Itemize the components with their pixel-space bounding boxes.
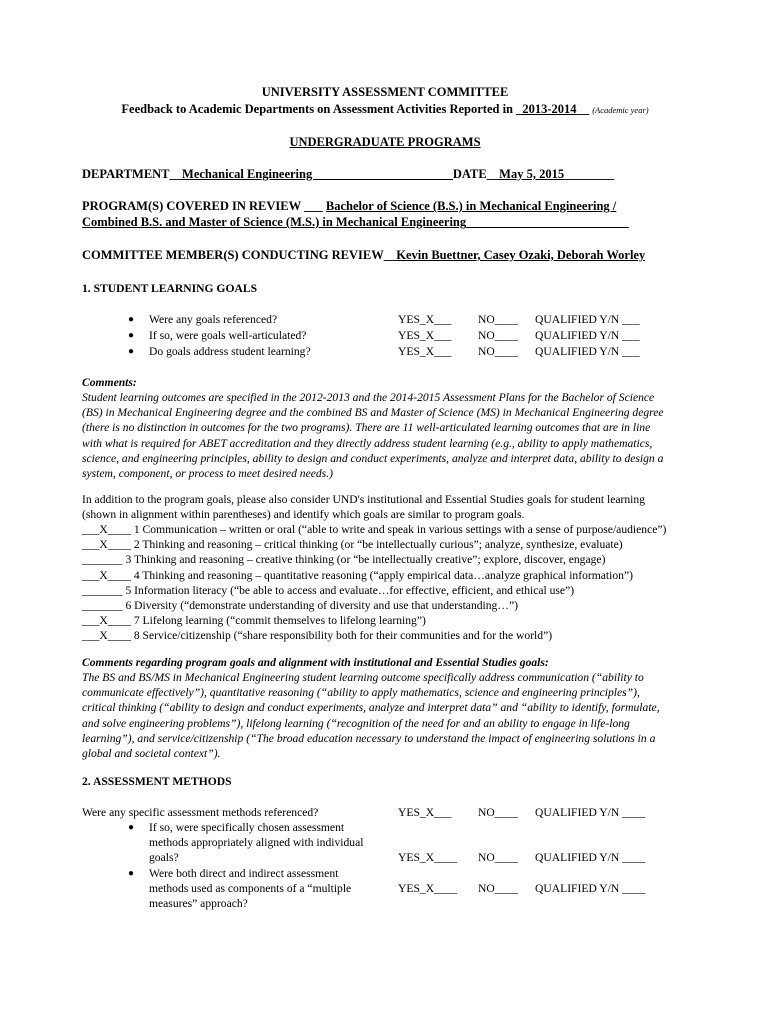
programs-value-2: Combined B.S. and Master of Science (M.S.) in Mechanical Engineering__________________________ <box>82 215 629 229</box>
answer-qualified: QUALIFIED Y/N ____ <box>535 882 646 895</box>
goal-item: ___X____ 4 Thinking and reasoning – quantitative reasoning (“apply empirical data…analyze graphical information”) <box>82 568 633 582</box>
committee-line <box>82 248 645 263</box>
goals-comments-line: The BS and BS/MS in Mechanical Engineering student learning outcome specifically address communication (“ability to <box>82 671 644 684</box>
method-question-line: methods used as components of a “multiple <box>149 882 352 896</box>
goal-item: _______ 3 Thinking and reasoning – creative thinking (or “be intellectually creative”; explore, discover, engage) <box>82 553 606 567</box>
goals-comments-line: learning”), and service/citizenship (“The broad education necessary to understand the impact of engineering solutions in a <box>82 731 656 745</box>
committee-members: Kevin Buettner, Casey Ozaki, Deborah Worley <box>396 248 646 262</box>
department-line <box>82 167 614 182</box>
method-question-line: measures” approach? <box>149 897 248 911</box>
academic-year-note: (Academic year) <box>592 105 649 115</box>
answer-yes: YES_X____ <box>398 851 458 864</box>
section1-heading: 1. STUDENT LEARNING GOALS <box>82 282 258 295</box>
answer-yes: YES_X___ <box>398 806 452 819</box>
answer-yes: YES_X____ <box>398 882 458 895</box>
goal-item: _______ 5 Information literacy (“be able to access and evaluate…for effective, efficient, and ethical use”) <box>82 583 575 597</box>
comments-line: (BS) in Mechanical Engineering degree and the combined BS and Master of Science (MS) in Mechanical Engineering degree <box>82 406 664 420</box>
goals-comments-line: communicate effectively”), quantitative reasoning (“ability to apply mathematics, science and engineering principles”), <box>82 686 640 700</box>
goal-item: _______ 6 Diversity (“demonstrate understanding of diversity and use that understanding…”) <box>82 599 518 613</box>
department-label: DEPARTMENT__ <box>82 167 183 181</box>
method-question-line: methods appropriately aligned with individual <box>149 836 364 850</box>
committee-label: COMMITTEE MEMBER(S) CONDUCTING REVIEW__ <box>82 248 397 262</box>
committee-title: UNIVERSITY ASSESSMENT COMMITTEE <box>261 85 509 99</box>
answer-yes: YES_X___ <box>398 329 452 342</box>
programs-line-1 <box>82 199 616 214</box>
method-question: Were any specific assessment methods referenced? <box>82 806 319 819</box>
answer-no: NO____ <box>478 329 518 342</box>
section2-heading: 2. ASSESSMENT METHODS <box>82 775 232 788</box>
method-question-line: goals? <box>149 851 179 865</box>
comments-line: (there is no distinction in outcomes for the two programs). There are 11 well-articulated learning outcomes that are in line <box>82 421 651 435</box>
section-title: UNDERGRADUATE PROGRAMS <box>289 135 481 149</box>
subtitle-suffix: __ <box>576 102 590 116</box>
programs-value-1: Bachelor of Science (B.S.) in Mechanical Engineering / <box>325 199 617 213</box>
answer-yes: YES_X___ <box>398 313 452 326</box>
bullet-icon: ● <box>128 314 135 325</box>
answer-qualified: QUALIFIED Y/N ___ <box>535 345 640 358</box>
comments-line: science, and engineering principles, ability to design and conduct experiments, analyze and interpret data, ability to design a <box>82 451 664 465</box>
answer-no: NO____ <box>478 882 518 895</box>
goal-question: Do goals address student learning? <box>149 345 311 358</box>
und-intro-line: In addition to the program goals, please also consider UND's institutional and Essential Studies goals for student learning <box>82 493 645 506</box>
answer-qualified: QUALIFIED Y/N ___ <box>535 329 640 342</box>
academic-year: 2013-2014 <box>522 102 577 116</box>
date-value: May 5, 2015 <box>499 167 565 181</box>
goals-comments-line: and solve engineering problems”), lifelong learning (“recognition of the need for and an ability to engage in life-long <box>82 716 630 730</box>
goal-item: ___X____ 8 Service/citizenship (“share responsibility both for their communities and for the world”) <box>82 629 553 643</box>
goals-checklist <box>82 522 722 644</box>
goal-item: ___X____ 1 Communication – written or oral (“able to write and speak in various settings with a sense of purpose/audience”) <box>82 523 667 536</box>
goals-comments-text <box>82 670 722 761</box>
answer-no: NO____ <box>478 345 518 358</box>
programs-label: PROGRAM(S) COVERED IN REVIEW ___ <box>82 199 326 213</box>
answer-no: NO____ <box>478 806 518 819</box>
date-label: DATE__ <box>452 167 500 181</box>
goal-item: ___X____ 7 Lifelong learning (“commit themselves to lifelong learning”) <box>82 614 426 628</box>
answer-yes: YES_X___ <box>398 345 452 358</box>
answer-qualified: QUALIFIED Y/N ____ <box>535 851 646 864</box>
bullet-icon: ● <box>128 822 135 833</box>
method-question-line: Were both direct and indirect assessment <box>149 867 339 880</box>
und-intro-line: (shown in alignment within parentheses) and identify which goals are similar to program goals. <box>82 508 525 522</box>
answer-no: NO____ <box>478 851 518 864</box>
goals-comments-line: critical thinking (“ability to design and conduct experiments, analyze and interpret data” and “ability to identify, formulate, <box>82 701 660 715</box>
date-trail: ________ <box>564 167 615 181</box>
comments-line: Student learning outcomes are specified in the 2012-2013 and the 2014-2015 Assessment Plans for the Bachelor of Science <box>82 391 655 404</box>
answer-no: NO____ <box>478 313 518 326</box>
goal-question: If so, were goals well-articulated? <box>149 329 307 342</box>
bullet-icon: ● <box>128 346 135 357</box>
department-value: Mechanical Engineering ______________________ <box>182 167 453 181</box>
method-question <box>149 820 363 866</box>
method-question-line: If so, were specifically chosen assessment <box>149 821 345 834</box>
goal-question: Were any goals referenced? <box>149 313 278 326</box>
method-question <box>149 866 351 912</box>
comments-line: system, component, or process to meet desired needs.) <box>82 467 333 481</box>
goals-comments-line: global and societal context”). <box>82 747 221 761</box>
answer-qualified: QUALIFIED Y/N ___ <box>535 313 640 326</box>
subtitle-prefix: Feedback to Academic Departments on Assessment Activities Reported in _ <box>121 102 523 116</box>
feedback-subtitle <box>0 102 770 118</box>
comments-line: with what is required for ABET accreditation and they directly address student learning (e.g., ability to apply mathematics, <box>82 436 653 450</box>
bullet-icon: ● <box>128 868 135 879</box>
goal-item: ___X____ 2 Thinking and reasoning – critical thinking (or “be intellectually curious”; analyze, synthesize, evaluate) <box>82 538 623 552</box>
comments-label: Comments: <box>82 376 137 389</box>
bullet-icon: ● <box>128 330 135 341</box>
goals-comments-label: Comments regarding program goals and alignment with institutional and Essential Studies goals: <box>82 656 549 669</box>
und-intro <box>82 492 722 522</box>
comments-text <box>82 390 722 481</box>
answer-qualified: QUALIFIED Y/N ____ <box>535 806 646 819</box>
